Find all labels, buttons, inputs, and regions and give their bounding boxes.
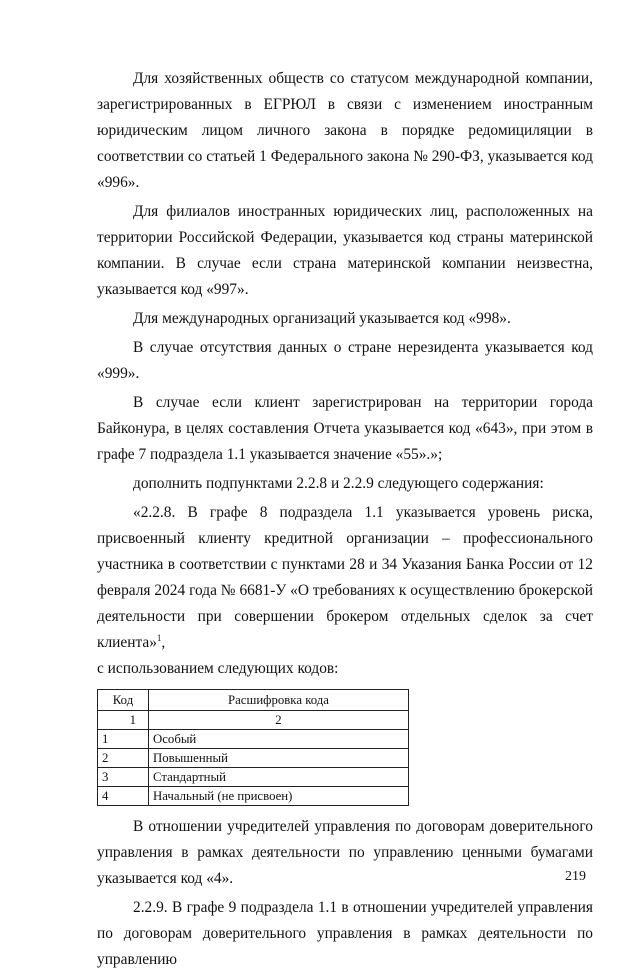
paragraph-2-2-8 bbox=[97, 500, 593, 656]
header-description: Расшифровка кода bbox=[149, 690, 409, 711]
header-code: Код bbox=[98, 690, 149, 711]
paragraph-2-2-8-tail: , bbox=[161, 634, 166, 651]
paragraph-code-998: Для международных организаций указывается код «998». bbox=[133, 310, 511, 327]
document-body bbox=[97, 66, 593, 973]
table-row bbox=[98, 749, 409, 768]
row-description: Стандартный bbox=[149, 768, 409, 787]
table-column-numbers-row bbox=[98, 711, 409, 730]
table-row bbox=[98, 787, 409, 806]
table-header-row bbox=[98, 690, 409, 711]
table-row bbox=[98, 768, 409, 787]
table-lead-line: с использованием следующих кодов: bbox=[97, 660, 339, 677]
paragraph-code-996: Для хозяйственных обществ со статусом международной компании, зарегистрированных в ЕГРЮЛ в связи с изменением иностранным юридическим лицом личного закона в порядке редомициляции в соответствии со статьей 1 Федерального закона № 290-ФЗ, указывается код «996». bbox=[97, 70, 593, 191]
paragraph-code-997: Для филиалов иностранных юридических лиц, расположенных на территории Российской Федерации, указывается код страны материнской компании. В случае если страна материнской компании неизвестна, указывается код «997». bbox=[97, 203, 593, 298]
page-number: 219 bbox=[565, 869, 586, 884]
paragraph-2-2-8-text: «2.2.8. В графе 8 подраздела 1.1 указывается уровень риска, присвоенный клиенту кредитной организации – профессионального участника в соответствии с пунктами 28 и 34 Указания Банка России от 12 февраля 2024 года № 6681-У «О требованиях к осуществлению брокерской деятельности при совершении брокером отдельных сделок за счет клиента» bbox=[97, 504, 593, 651]
table-row bbox=[98, 730, 409, 749]
row-description: Начальный (не присвоен) bbox=[149, 787, 409, 806]
paragraph-code-999: В случае отсутствия данных о стране нерезидента указывается код «999». bbox=[97, 339, 593, 382]
row-code: 4 bbox=[98, 787, 149, 806]
paragraph-baikonur: В случае если клиент зарегистрирован на территории города Байконура, в целях составления Отчета указывается код «643», при этом в графе 7 подраздела 1.1 указывается значение «55».»; bbox=[97, 394, 593, 463]
row-code: 2 bbox=[98, 749, 149, 768]
column-number-1: 1 bbox=[98, 711, 149, 730]
column-number-2: 2 bbox=[149, 711, 409, 730]
paragraph-2-2-9: 2.2.9. В графе 9 подраздела 1.1 в отношении учредителей управления по договорам доверительного управления в рамках деятельности по управлению bbox=[97, 899, 593, 968]
row-code: 1 bbox=[98, 730, 149, 749]
footnote-mark: 1 bbox=[156, 632, 162, 643]
row-description: Особый bbox=[149, 730, 409, 749]
codes-table bbox=[97, 689, 409, 806]
row-code: 3 bbox=[98, 768, 149, 787]
paragraph-add-subitems: дополнить подпунктами 2.2.8 и 2.2.9 следующего содержания: bbox=[133, 475, 544, 492]
paragraph-code-4: В отношении учредителей управления по договорам доверительного управления в рамках деятельности по управлению ценными бумагами указывается код «4». bbox=[97, 818, 593, 887]
row-description: Повышенный bbox=[149, 749, 409, 768]
